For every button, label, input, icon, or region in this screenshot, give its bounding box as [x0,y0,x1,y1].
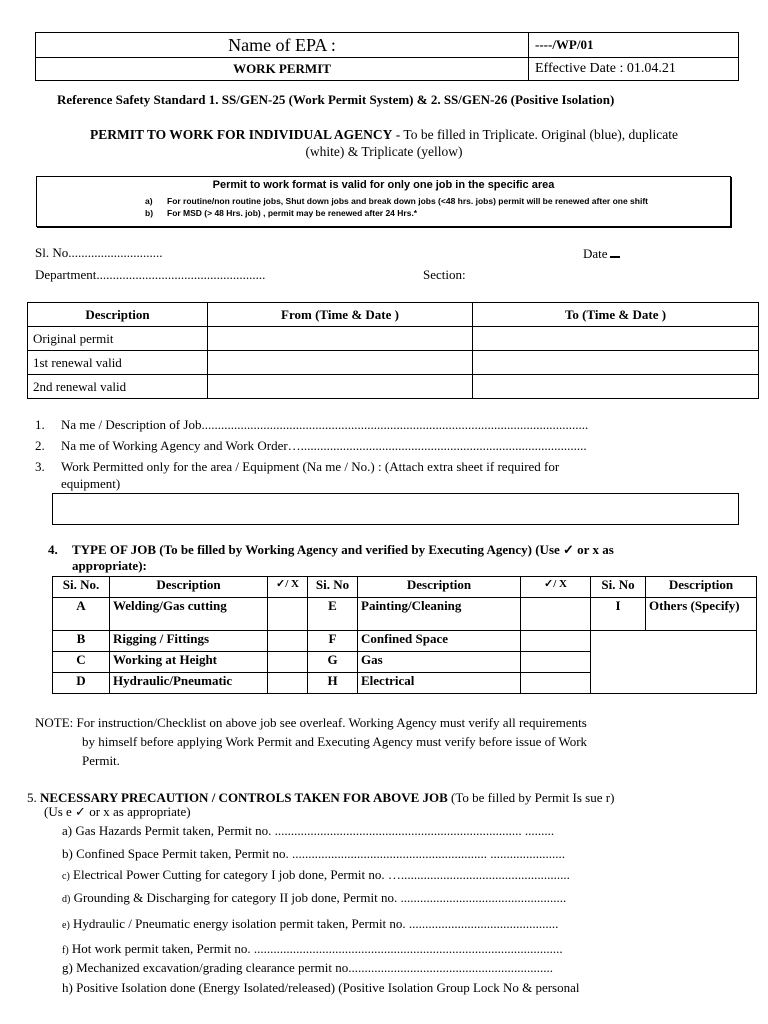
job-desc: Rigging / Fittings [110,631,268,652]
col-desc-c: Description [646,577,757,598]
from-cell[interactable] [208,327,473,351]
doc-code: ----/WP/01 [529,33,739,58]
col-check-b: ✓/ X [521,577,591,598]
permit-heading-bold: PERMIT TO WORK FOR INDIVIDUAL AGENCY [89,127,393,142]
check-cell[interactable] [268,652,308,673]
col-to: To (Time & Date ) [473,303,759,327]
job-code: C [53,652,110,673]
job-code: I [591,598,646,631]
precaution-confined-space[interactable]: b) Confined Space Permit taken, Permit no. ............................................................ ....................... [62,846,565,861]
job-desc: Others (Specify) [646,598,757,631]
precaution-hot-work[interactable]: f) Hot work permit taken, Permit no. ............................................................................................... [62,941,563,956]
permit-heading-rest: - To be filled in Triplicate. Original (blue), duplicate [392,127,679,142]
check-cell[interactable] [521,652,591,673]
col-from: From (Time & Date ) [208,303,473,327]
job-code: E [308,598,358,631]
department-field[interactable]: Department.................................................... [35,267,266,282]
job-desc: Hydraulic/Pneumatic [110,673,268,694]
check-cell[interactable] [521,598,591,631]
to-cell[interactable] [473,327,759,351]
item-work-area: 3. Work Permitted only for the area / Equipment (Na me / No.) : (Attach extra sheet if required for equipment) [35,459,560,491]
precaution-excavation[interactable]: g) Mechanized excavation/grading clearance permit no............................................................... [62,960,553,975]
section-field[interactable]: Section: [423,267,466,282]
job-code: B [53,631,110,652]
job-desc: Confined Space [358,631,521,652]
validity-box-title: Permit to work format is valid for only one job in the specific area [212,179,555,191]
job-code: H [308,673,358,694]
job-desc: Electrical [358,673,521,694]
name-of-epa: Name of EPA : [36,33,529,58]
job-code: A [53,598,110,631]
item-working-agency[interactable]: 2. Na me of Working Agency and Work Order…........................................................................................ [35,438,587,453]
col-si-no-a: Si. No. [53,577,110,598]
validity-box [36,176,731,227]
job-desc: Painting/Cleaning [358,598,521,631]
header-table [35,32,739,81]
precaution-gas-hazards[interactable]: a) Gas Hazards Permit taken, Permit no. ............................................................................ ......... [62,823,555,838]
permit-heading-line2: (white) & Triplicate (yellow) [305,144,463,159]
row-label: Original permit [28,327,208,351]
renewal-table [27,302,759,399]
others-specify-area[interactable] [591,631,757,694]
check-cell[interactable] [521,631,591,652]
check-cell[interactable] [268,631,308,652]
precautions-heading: 5. NECESSARY PRECAUTION / CONTROLS TAKEN FOR ABOVE JOB (To be filled by Permit Is sue r) [27,790,615,805]
permit-heading [30,126,738,160]
col-desc-b: Description [358,577,521,598]
job-code: D [53,673,110,694]
col-check-a: ✓/ X [268,577,308,598]
table-row [53,598,757,631]
table-row [53,631,757,652]
form-title: WORK PERMIT [36,58,529,81]
note-line-2: by himself before applying Work Permit and Executing Agency must verify before issue of Work [82,734,588,749]
item-job-description[interactable]: 1. Na me / Description of Job....................................................................................................................... [35,417,589,432]
to-cell[interactable] [473,375,759,399]
precautions-subheading: (Us e ✓ or x as appropriate) [44,804,191,819]
reference-standard: Reference Safety Standard 1. SS/GEN-25 (Work Permit System) & 2. SS/GEN-26 (Positive Isolation) [57,92,615,107]
effective-date: Effective Date : 01.04.21 [529,58,739,81]
check-cell[interactable] [268,673,308,694]
col-si-no-c: Si. No [591,577,646,598]
row-label: 2nd renewal valid [28,375,208,399]
col-desc-a: Description [110,577,268,598]
check-cell[interactable] [521,673,591,694]
job-type-table [52,576,757,694]
from-cell[interactable] [208,375,473,399]
precaution-positive-isolation[interactable]: h) Positive Isolation done (Energy Isolated/released) (Positive Isolation Group Lock No & personal [62,980,580,995]
col-description: Description [28,303,208,327]
type-of-job-heading: 4. TYPE OF JOB (To be filled by Working Agency and verified by Executing Agency) (Use ✓ or x as appropriate): [48,542,614,573]
date-field[interactable]: Date [583,246,620,262]
validity-rule-b: b) For MSD (> 48 Hrs. job) , permit may be renewed after 24 Hrs.* [145,208,418,218]
table-row [28,351,759,375]
precaution-grounding[interactable]: d) Grounding & Discharging for category II job done, Permit no. ................................................... [62,890,567,905]
note-block [35,713,587,770]
note-line-3: Permit. [82,753,120,768]
note-line-1: NOTE: For instruction/Checklist on above job see overleaf. Working Agency must verify all requirements [35,715,587,730]
job-code: F [308,631,358,652]
precaution-electrical[interactable]: c) Electrical Power Cutting for category I job done, Permit no. ….................................................... [62,867,570,882]
equipment-input-box[interactable] [52,493,739,525]
to-cell[interactable] [473,351,759,375]
job-code: G [308,652,358,673]
from-cell[interactable] [208,351,473,375]
job-desc: Working at Height [110,652,268,673]
row-label: 1st renewal valid [28,351,208,375]
check-cell[interactable] [268,598,308,631]
table-row [28,375,759,399]
job-desc: Welding/Gas cutting [110,598,268,631]
job-desc: Gas [358,652,521,673]
precaution-hydraulic[interactable]: e) Hydraulic / Pneumatic energy isolation permit taken, Permit no. .............................................. [62,916,559,931]
col-si-no-b: Si. No [308,577,358,598]
validity-rule-a: a) For routine/non routine jobs, Shut down jobs and break down jobs (<48 hrs. jobs) permit will be renewed after one shift [145,196,649,206]
sl-no-field[interactable]: Sl. No............................. [35,245,163,260]
table-row [28,327,759,351]
